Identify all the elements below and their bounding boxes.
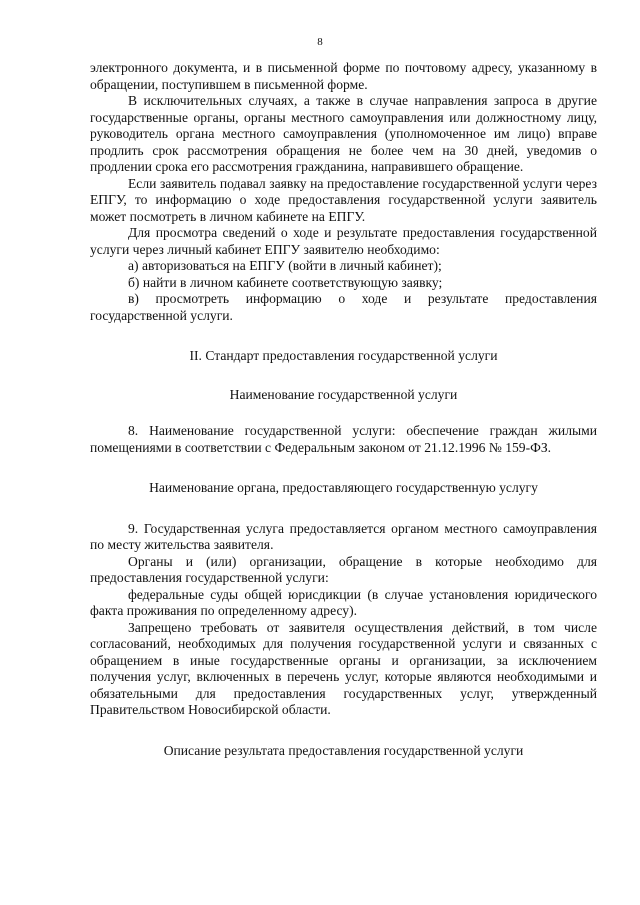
section-heading-standard: II. Стандарт предоставления государственной услуги (189, 348, 498, 363)
paragraph-item-9: 9. Государственная услуга предоставляется органом местного самоуправления по месту жительства заявителя. (90, 520, 597, 552)
page-number: 8 (317, 36, 323, 48)
subheading-providing-body: Наименование органа, предоставляющего государственную услугу (149, 480, 538, 495)
subheading-service-result: Описание результата предоставления государственной услуги (163, 742, 524, 758)
paragraph-extension-of-term: В исключительных случаях, а также в случае направления запроса в другие государственные органы, органы местного самоуправления или должностному лицу, руководитель органа местного самоуправления (уполномоченное им лицо) вправе продлить срок рассмотрения обращения не более чем на 30 дней, уведомив о продлении срока его рассмотрения гражданина, направившего обращение. (90, 93, 597, 174)
list-item-step-c: в) просмотреть информацию о ходе и результате предоставления государственной услуги. (90, 291, 597, 323)
subheading-service-name: Наименование государственной услуги (229, 386, 458, 402)
paragraph-involved-organizations: Органы и (или) организации, обращение в которые необходимо для предоставления государственной услуги: (90, 553, 597, 585)
document-body (90, 60, 597, 759)
list-item-step-a: а) авторизоваться на ЕПГУ (войти в личный кабинет); (128, 258, 442, 273)
list-item-step-b: б) найти в личном кабинете соответствующую заявку; (128, 274, 443, 290)
paragraph-epgu-application: Если заявитель подавал заявку на предоставление государственной услуги через ЕПГУ, то информацию о ходе предоставления государственной услуги заявитель может посмотреть в личном кабинете на ЕПГУ. (90, 175, 597, 224)
paragraph-federal-courts: федеральные суды общей юрисдикции (в случае установления юридического факта проживания по определенному адресу). (90, 586, 597, 618)
paragraph-epgu-steps-intro: Для просмотра сведений о ходе и результате предоставления государственной услуги через личный кабинет ЕПГУ заявителю необходимо: (90, 225, 597, 257)
paragraph-prohibition: Запрещено требовать от заявителя осуществления действий, в том числе согласований, необходимых для получения государственной услуги и связанных с обращением в иные государственные органы и организации, за исключением получения услуг, включенных в перечень услуг, которые являются необходимыми и обязательными для предоставления государственных услуг, утвержденный Правительством Новосибирской области. (90, 619, 597, 717)
paragraph-item-8: 8. Наименование государственной услуги: обеспечение граждан жилыми помещениями в соответствии с Федеральным законом от 21.12.1996 № 159-ФЗ. (90, 423, 597, 455)
paragraph-response-delivery: электронного документа, и в письменной форме по почтовому адресу, указанному в обращении, поступившем в письменной форме. (90, 60, 597, 92)
